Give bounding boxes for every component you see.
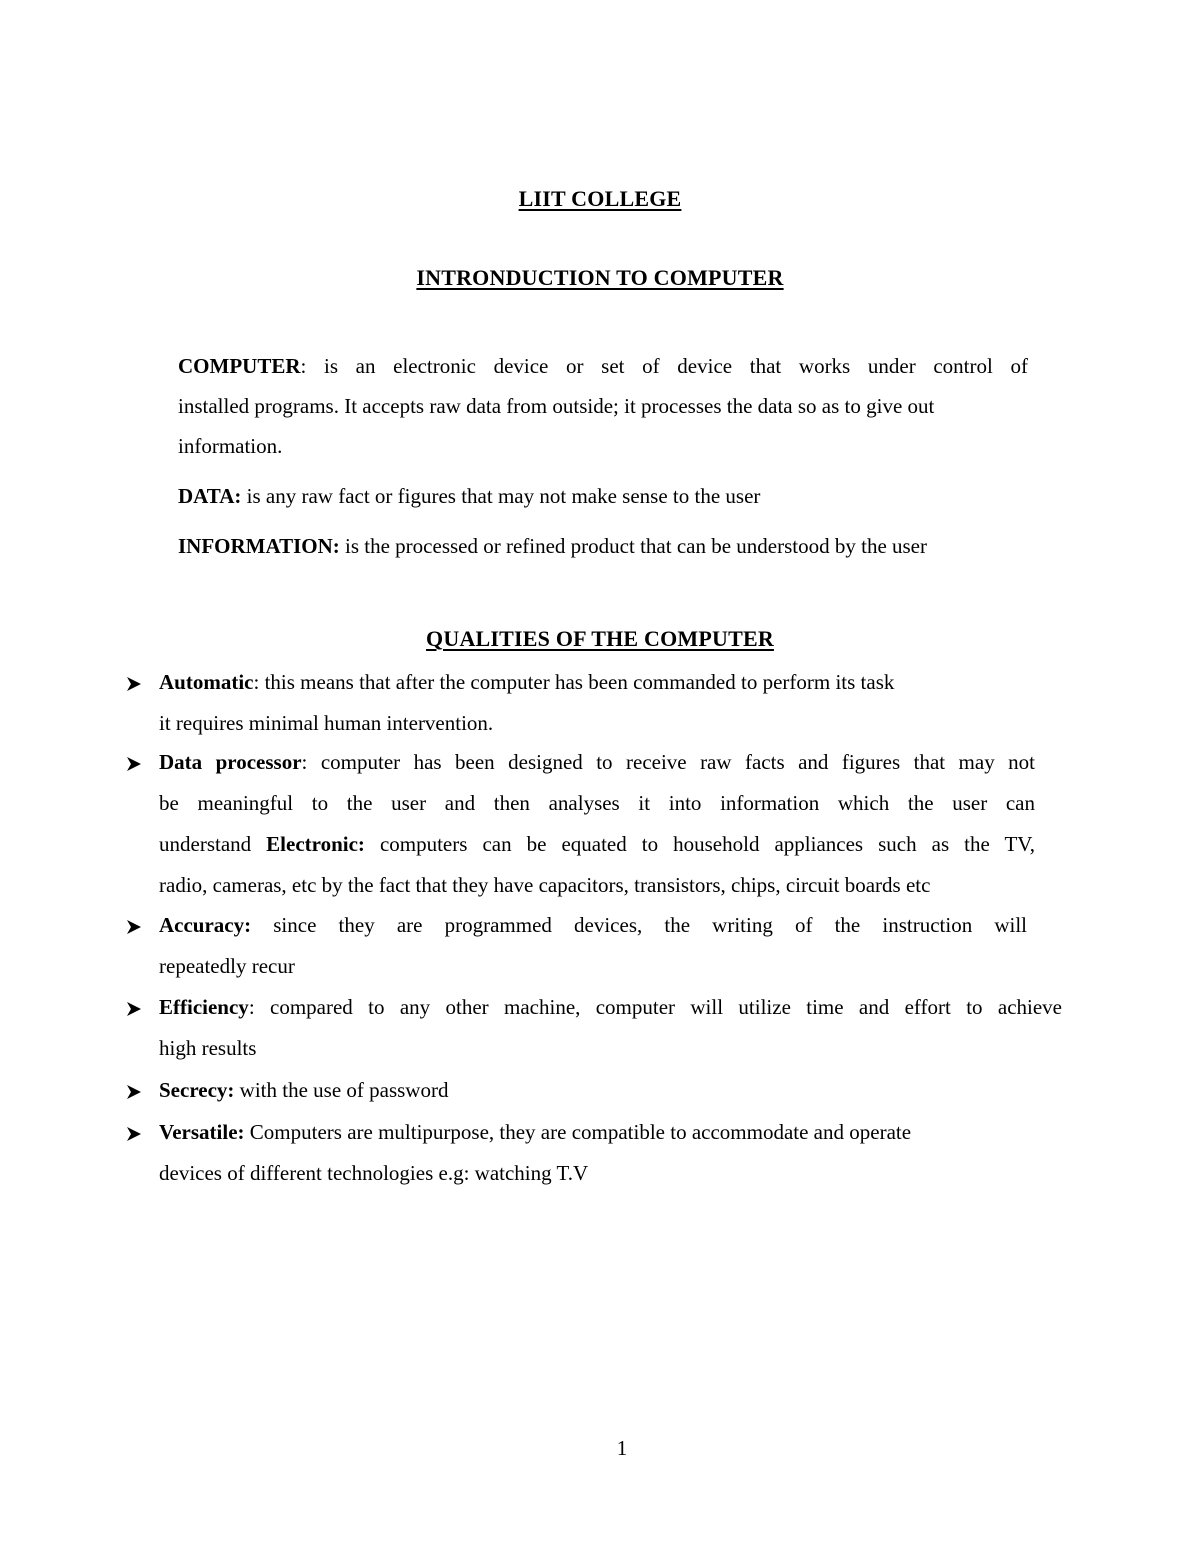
definition-line: installed programs. It accepts raw data from outside; it processes the data so as to give out bbox=[178, 394, 935, 418]
definition-term: DATA: bbox=[178, 484, 242, 508]
arrowhead-bullet-icon bbox=[125, 742, 149, 782]
arrowhead-bullet-icon bbox=[125, 1112, 149, 1152]
quality-term: Accuracy: bbox=[159, 913, 252, 937]
definition-data: DATA: is any raw fact or figures that may not make sense to the user bbox=[178, 484, 761, 508]
definition-term: COMPUTER bbox=[178, 354, 301, 378]
arrowhead-bullet-icon bbox=[125, 987, 149, 1027]
document-page: LIIT COLLEGE INTRONDUCTION TO COMPUTER COMPUTER: is an electronic device or set of device that works under control of installed programs. It accepts raw data from outside; it processes the data so as to give out information. DATA: is any raw fact or figures that may not make sense to the user INFORMATION: is the processed or refined product that can be understood by the user QUALITIES OF THE COMPUTER Automatic: this means that after the computer has been commanded to perform its task it requires minimal human intervention. Data processor: computer has been designed to receive raw facts and figures that may not be meaningful to the user and then analyses it into information which the user can understand Electronic: computers can be equated to household appliances such as the TV, radio, cameras, etc by the fact that they have capacitors, transistors, chips, circuit boards etc Accuracy: since they are programmed devices, the writing of the instruction will repeatedly recur Efficiency: compared to any other machine, computer will utilize time and effort to achieve high results Secrecy: with the use of password Versatile: Computers are multipurpose, they are compatible to accommodate and operate devices of different technologies e.g: watching T.V 1 bbox=[0, 0, 1200, 1553]
definition-line: COMPUTER: is an electronic device or set of device that works under control of bbox=[178, 354, 1028, 378]
page-number: 1 bbox=[616, 1436, 628, 1460]
quality-term: Electronic: bbox=[266, 832, 365, 856]
page-title: INTRONDUCTION TO COMPUTER bbox=[416, 265, 784, 290]
quality-term: Secrecy: bbox=[159, 1078, 235, 1102]
definition-term: INFORMATION: bbox=[178, 534, 340, 558]
college-title: LIIT COLLEGE bbox=[518, 186, 682, 211]
section-heading-qualities: QUALITIES OF THE COMPUTER bbox=[426, 626, 774, 651]
arrowhead-bullet-icon bbox=[125, 905, 149, 945]
definition-computer bbox=[178, 346, 1028, 466]
quality-term: Data processor bbox=[159, 750, 302, 774]
quality-term: Automatic bbox=[159, 670, 254, 694]
definition-line: information. bbox=[178, 434, 283, 458]
quality-term: Versatile: bbox=[159, 1120, 245, 1144]
quality-term: Efficiency bbox=[159, 995, 249, 1019]
definition-information: INFORMATION: is the processed or refined product that can be understood by the user bbox=[178, 534, 927, 558]
arrowhead-bullet-icon bbox=[125, 1070, 149, 1110]
arrowhead-bullet-icon bbox=[125, 662, 149, 702]
